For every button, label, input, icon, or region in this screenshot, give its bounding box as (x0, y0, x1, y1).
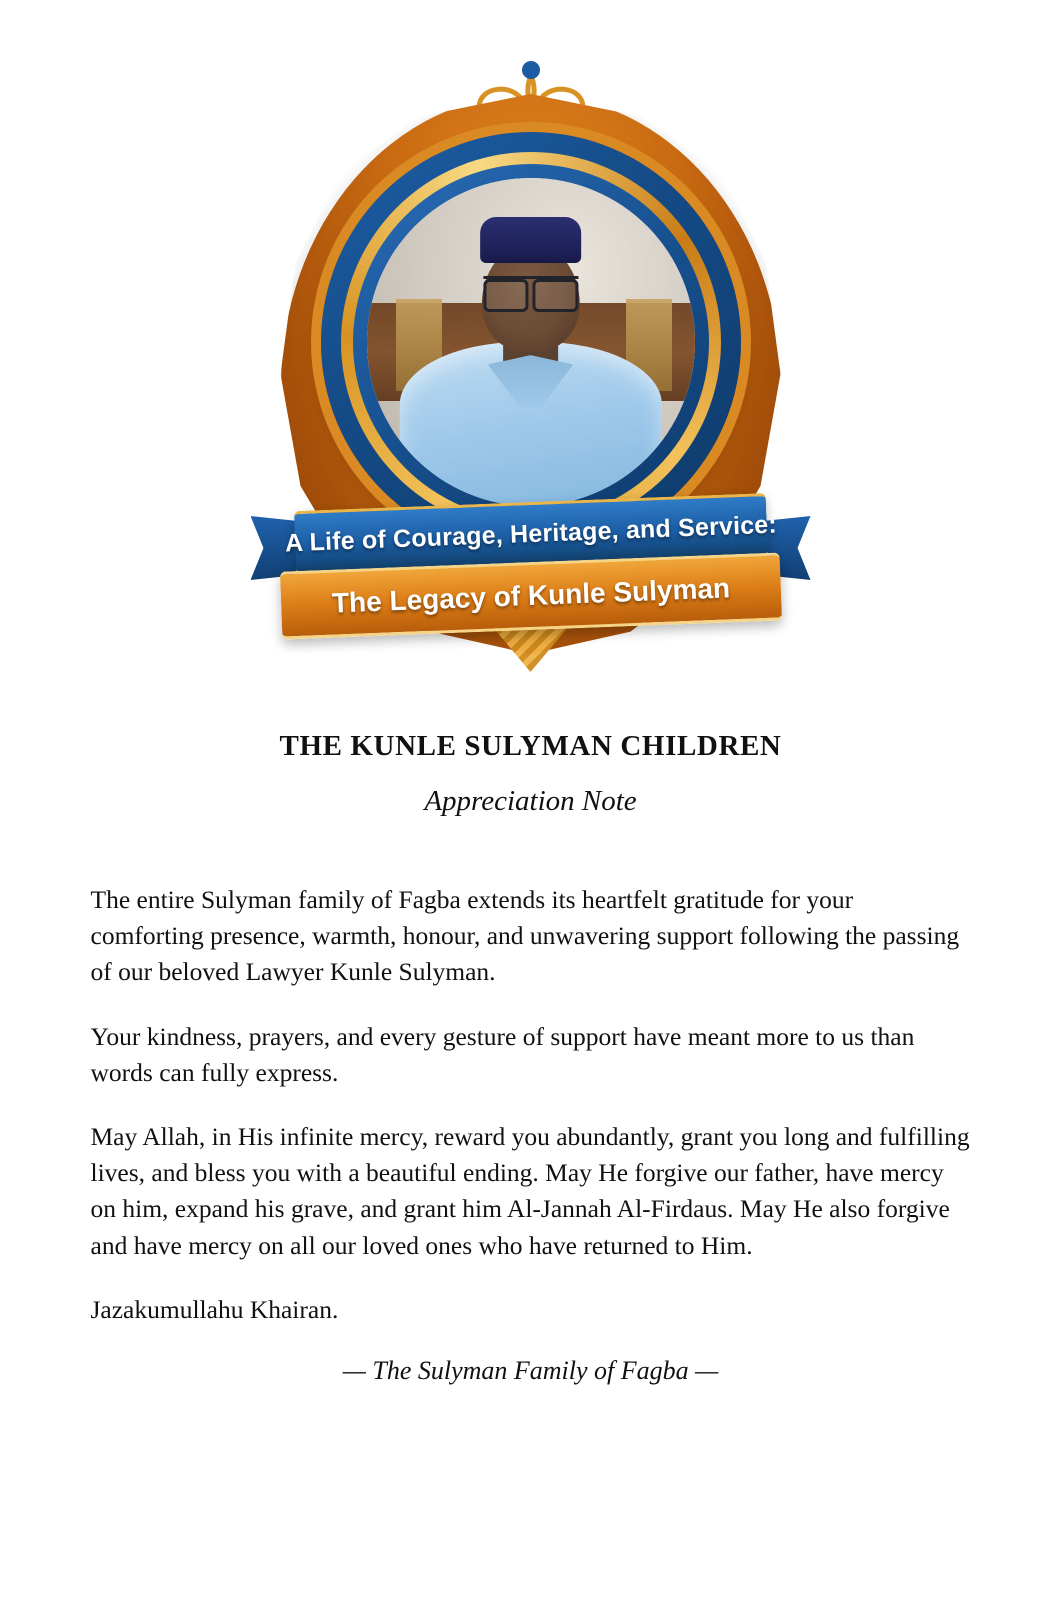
banner-lower-text: The Legacy of Kunle Sulyman (330, 572, 731, 619)
banner-upper-text: A Life of Courage, Heritage, and Service: (284, 510, 777, 557)
crest-banner-group (251, 480, 811, 655)
portrait-glasses (483, 276, 578, 305)
memorial-crest (241, 28, 821, 688)
note-paragraph: The entire Sulyman family of Fagba extends its heartfelt gratitude for your comforting presence, warmth, honour, and unwavering support following the passing of our beloved Lawyer Kunle Sulyman. (90, 885, 960, 987)
signature-line: — The Sulyman Family of Fagba — (342, 1356, 719, 1386)
note-paragraph: Jazakumullahu Khairan. (90, 1294, 339, 1324)
note-body (91, 882, 971, 1328)
page-subtitle: Appreciation Note (424, 785, 637, 817)
note-paragraph: Your kindness, prayers, and every gesture of support have meant more to us than words can fully express. (90, 1021, 915, 1087)
page-title: THE KUNLE SULYMAN CHILDREN (279, 730, 782, 762)
note-paragraph: May Allah, in His infinite mercy, reward you abundantly, grant you long and fulfilling lives, and bless you with a beautiful ending. May He forgive our father, have mercy on him, expand his grave, and grant him Al-Jannah Al-Firdaus. May He also forgive and have mercy on all our loved ones who have returned to Him. (90, 1122, 970, 1260)
appreciation-note (91, 688, 971, 1386)
emblem-container (0, 0, 1061, 688)
portrait-cap (480, 217, 582, 263)
portrait-photo (367, 178, 695, 506)
